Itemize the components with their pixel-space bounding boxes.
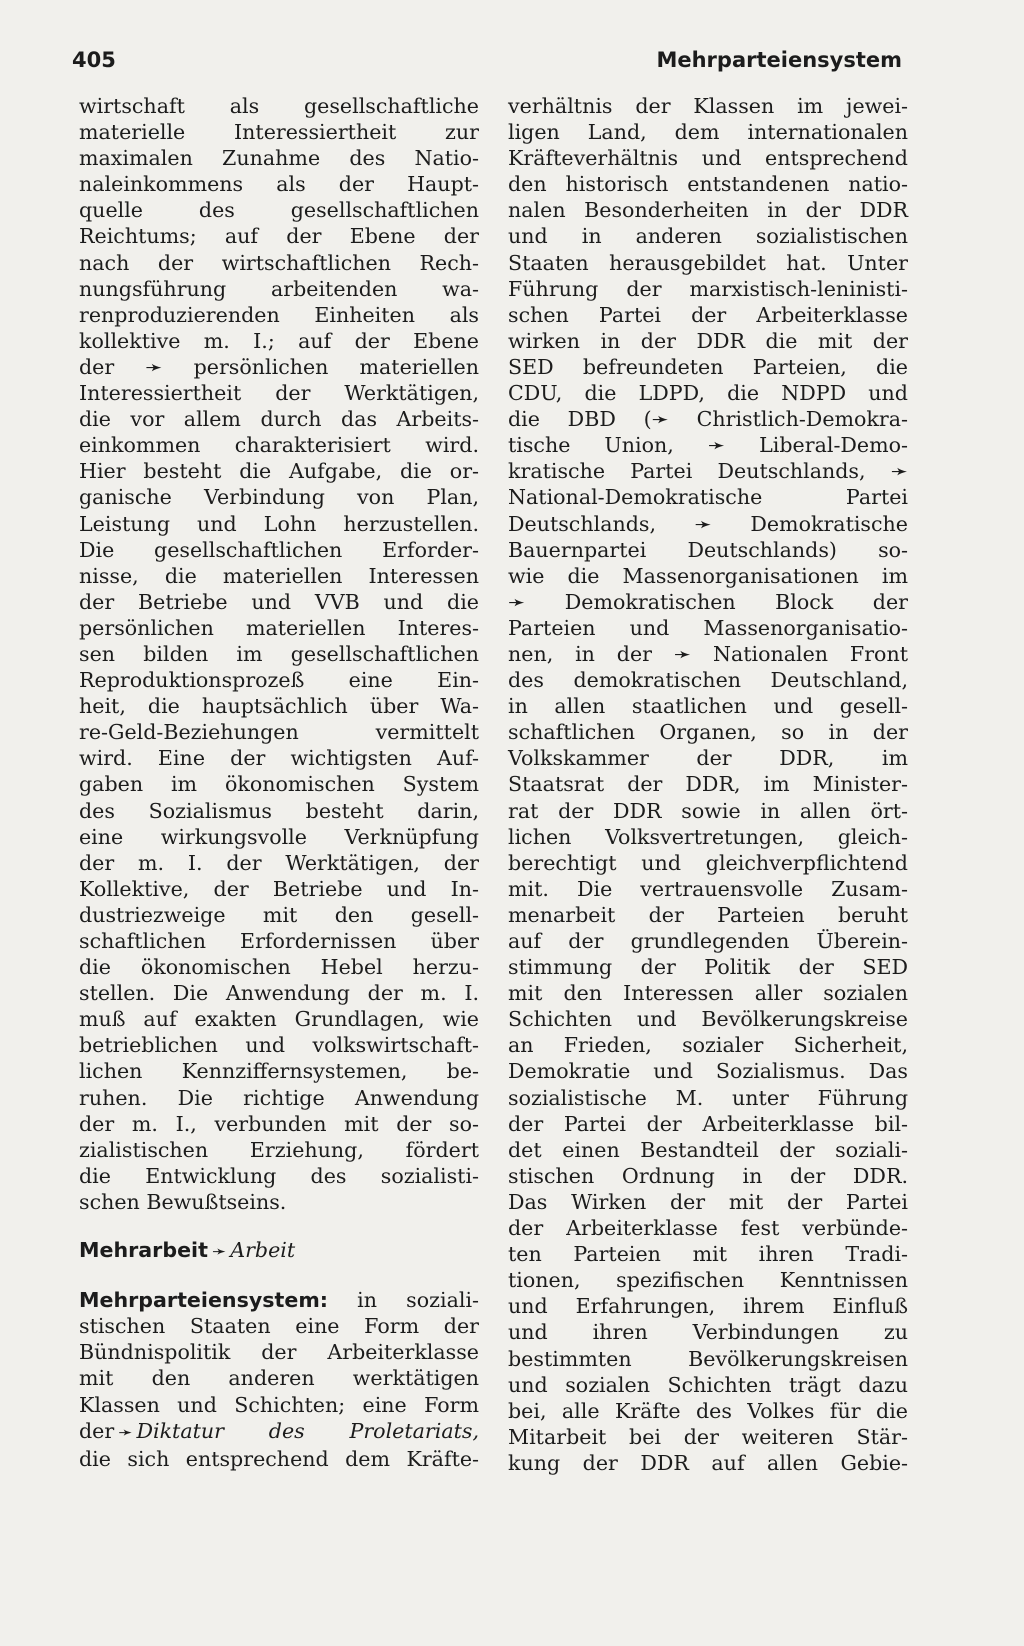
text-line: materielle Interessiertheit zur bbox=[79, 120, 479, 145]
text-line: eine wirkungsvolle Verknüpfung bbox=[79, 824, 479, 849]
text-line: stischen Ordnung in der DDR. bbox=[508, 1163, 908, 1188]
text-line: schaftlichen Organen, so in der bbox=[508, 720, 908, 745]
text-line: und in anderen sozialistischen bbox=[508, 224, 908, 249]
text-line: die sich entsprechend dem Kräfte- bbox=[79, 1446, 479, 1471]
text-line: Führung der marxistisch-leninisti- bbox=[508, 276, 908, 301]
entry-term: Mehrparteiensystem: bbox=[79, 1288, 329, 1313]
text-line bbox=[79, 1418, 479, 1446]
text-line: nungsführung arbeitenden wa- bbox=[79, 276, 479, 301]
text-line: Leistung und Lohn herzustellen. bbox=[79, 511, 479, 536]
text-line: gaben im ökonomischen System bbox=[79, 772, 479, 797]
text-line: schen Partei der Arbeiterklasse bbox=[508, 302, 908, 327]
text-line: in allen staatlichen und gesell- bbox=[508, 694, 908, 719]
text-line: und Erfahrungen, ihrem Einfluß bbox=[508, 1294, 908, 1319]
text-line: Deutschlands, ➛ Demokratische bbox=[508, 511, 908, 536]
text-line: wie die Massenorganisationen im bbox=[508, 563, 908, 588]
text-line: Reproduktionsprozeß eine Ein- bbox=[79, 668, 479, 693]
text-line: kratische Partei Deutschlands, ➛ bbox=[508, 459, 908, 484]
arrow-icon: ➛ bbox=[211, 1242, 227, 1263]
text-line: dustriezweige mit den gesell- bbox=[79, 902, 479, 927]
text-line: berechtigt und gleichverpflichtend bbox=[508, 850, 908, 875]
text-line: stellen. Die Anwendung der m. I. bbox=[79, 981, 479, 1006]
text-line: der Partei der Arbeiterklasse bil- bbox=[508, 1111, 908, 1136]
text-line: naleinkommens als der Haupt- bbox=[79, 172, 479, 197]
entry-mehrparteiensystem bbox=[79, 1287, 479, 1472]
text-line: der m. I. der Werktätigen, der bbox=[79, 850, 479, 875]
text-line: einkommen charakterisiert wird. bbox=[79, 433, 479, 458]
text-line: lichen Kennziffernsystemen, be- bbox=[79, 1059, 479, 1084]
text-line: mit den Interessen aller sozialen bbox=[508, 981, 908, 1006]
text-line: des demokratischen Deutschland, bbox=[508, 668, 908, 693]
text-line: lichen Volksvertretungen, gleich- bbox=[508, 824, 908, 849]
text-line: die vor allem durch das Arbeits- bbox=[79, 407, 479, 432]
text-line: die ökonomischen Hebel herzu- bbox=[79, 955, 479, 980]
text-line: betrieblichen und volkswirtschaft- bbox=[79, 1033, 479, 1058]
text-line: SED befreundeten Parteien, die bbox=[508, 354, 908, 379]
text-line: nach der wirtschaftlichen Rech- bbox=[79, 250, 479, 275]
text-line: maximalen Zunahme des Natio- bbox=[79, 146, 479, 171]
text-line: renproduzierenden Einheiten als bbox=[79, 302, 479, 327]
text-line: die DBD (➛ Christlich-Demokra- bbox=[508, 407, 908, 432]
text-line: und ihren Verbindungen zu bbox=[508, 1320, 908, 1345]
entry-first-line bbox=[79, 1287, 479, 1313]
text-line: der m. I., verbunden mit der so- bbox=[79, 1111, 479, 1136]
text-line: heit, die hauptsächlich über Wa- bbox=[79, 694, 479, 719]
text-line: Parteien und Massenorganisatio- bbox=[508, 615, 908, 640]
text-line: wirtschaft als gesellschaftliche bbox=[79, 94, 479, 118]
text-line: Bauernpartei Deutschlands) so- bbox=[508, 537, 908, 562]
text-line: tische Union, ➛ Liberal-Demo- bbox=[508, 433, 908, 458]
text-line: Kräfteverhältnis und entsprechend bbox=[508, 146, 908, 171]
text-line: schaftlichen Erfordernissen über bbox=[79, 929, 479, 953]
text-line: rat der DDR sowie in allen ört- bbox=[508, 798, 908, 823]
text-line: National-Demokratische Partei bbox=[508, 485, 908, 510]
text-line: ten Parteien mit ihren Tradi- bbox=[508, 1242, 908, 1267]
text-line: Staaten herausgebildet hat. Unter bbox=[508, 250, 908, 275]
text-line: und sozialen Schichten trägt dazu bbox=[508, 1372, 908, 1397]
text-line: stischen Staaten eine Form der bbox=[79, 1314, 479, 1339]
text-line: Das Wirken der mit der Partei bbox=[508, 1189, 908, 1214]
text-line: re-Geld-Beziehungen vermittelt bbox=[79, 720, 479, 745]
text-line: nisse, die materiellen Interessen bbox=[79, 563, 479, 588]
arrow-icon: ➛ bbox=[118, 1422, 133, 1443]
text-line: nalen Besonderheiten in der DDR bbox=[508, 198, 908, 223]
text-line: kollektive m. I.; auf der Ebene bbox=[79, 328, 479, 353]
text-line: nen, in der ➛ Nationalen Front bbox=[508, 641, 908, 666]
text-line: Hier besteht die Aufgabe, die or- bbox=[79, 459, 479, 484]
text-line: ➛ Demokratischen Block der bbox=[508, 589, 908, 614]
text-line: Mitarbeit bei der weiteren Stär- bbox=[508, 1424, 908, 1449]
text-line: det einen Bestandteil der soziali- bbox=[508, 1137, 908, 1162]
text-line: Schichten und Bevölkerungskreise bbox=[508, 1007, 908, 1032]
text-line: Interessiertheit der Werktätigen, bbox=[79, 381, 479, 406]
page-number: 405 bbox=[72, 48, 116, 72]
text-line: den historisch entstandenen natio- bbox=[508, 172, 908, 197]
text-line: CDU, die LDPD, die NDPD und bbox=[508, 381, 908, 406]
text-line: die Entwicklung des sozialisti- bbox=[79, 1163, 479, 1188]
text-line: bei, alle Kräfte des Volkes für die bbox=[508, 1398, 908, 1423]
left-column-text bbox=[79, 93, 479, 1215]
text-line: ligen Land, dem internationalen bbox=[508, 120, 908, 145]
entry-mehrarbeit bbox=[79, 1237, 479, 1265]
text-line: verhältnis der Klassen im jewei- bbox=[508, 94, 908, 118]
text-line: sen bilden im gesellschaftlichen bbox=[79, 641, 479, 666]
cross-reference-link[interactable]: Diktatur des Proletariats, bbox=[136, 1418, 479, 1443]
text-line: sozialistische M. unter Führung bbox=[508, 1085, 908, 1110]
text-line: tionen, spezifischen Kenntnissen bbox=[508, 1268, 908, 1293]
page-header bbox=[72, 40, 902, 80]
text-line: Die gesellschaftlichen Erforder- bbox=[79, 537, 479, 562]
text-line: des Sozialismus besteht darin, bbox=[79, 798, 479, 823]
text-line: persönlichen materiellen Interes- bbox=[79, 615, 479, 640]
text-line: Volkskammer der DDR, im bbox=[508, 746, 908, 771]
text-line: menarbeit der Parteien beruht bbox=[508, 902, 908, 927]
text-fragment: in soziali- bbox=[357, 1288, 479, 1313]
text-line: zialistischen Erziehung, fördert bbox=[79, 1137, 479, 1162]
text-line: ganische Verbindung von Plan, bbox=[79, 485, 479, 510]
text-line: mit. Die vertrauensvolle Zusam- bbox=[508, 876, 908, 901]
text-line: schen Bewußtseins. bbox=[79, 1189, 287, 1214]
text-line: der Betriebe und VVB und die bbox=[79, 589, 479, 614]
text-line: kung der DDR auf allen Gebie- bbox=[508, 1450, 908, 1475]
text-line: Kollektive, der Betriebe und In- bbox=[79, 876, 479, 901]
entry-line bbox=[79, 1237, 479, 1265]
text-line: an Frieden, sozialer Sicherheit, bbox=[508, 1033, 908, 1058]
text-line: stimmung der Politik der SED bbox=[508, 955, 908, 980]
text-line: der ➛ persönlichen materiellen bbox=[79, 354, 479, 379]
running-title: Mehrparteiensystem bbox=[656, 48, 902, 72]
text-line: quelle des gesellschaftlichen bbox=[79, 198, 479, 223]
text-line: Demokratie und Sozialismus. Das bbox=[508, 1059, 908, 1084]
text-line: der Arbeiterklasse fest verbünde- bbox=[508, 1216, 908, 1241]
text-line: muß auf exakten Grundlagen, wie bbox=[79, 1007, 479, 1032]
entry-term: Mehrarbeit bbox=[79, 1238, 208, 1263]
text-line: Bündnispolitik der Arbeiterklasse bbox=[79, 1340, 479, 1365]
text-line: wird. Eine der wichtigsten Auf- bbox=[79, 746, 479, 771]
cross-reference-link[interactable]: Arbeit bbox=[230, 1238, 296, 1263]
text-line: auf der grundlegenden Überein- bbox=[508, 929, 908, 953]
text-fragment: der bbox=[79, 1418, 115, 1443]
text-line: Reichtums; auf der Ebene der bbox=[79, 224, 479, 249]
text-line: bestimmten Bevölkerungskreisen bbox=[508, 1346, 908, 1371]
text-line: ruhen. Die richtige Anwendung bbox=[79, 1085, 479, 1110]
text-line: Klassen und Schichten; eine Form bbox=[79, 1392, 479, 1417]
text-line: Staatsrat der DDR, im Minister- bbox=[508, 772, 908, 797]
left-column bbox=[79, 93, 479, 1472]
right-column bbox=[508, 93, 908, 1476]
text-line: mit den anderen werktätigen bbox=[79, 1366, 479, 1391]
text-line: wirken in der DDR die mit der bbox=[508, 328, 908, 353]
